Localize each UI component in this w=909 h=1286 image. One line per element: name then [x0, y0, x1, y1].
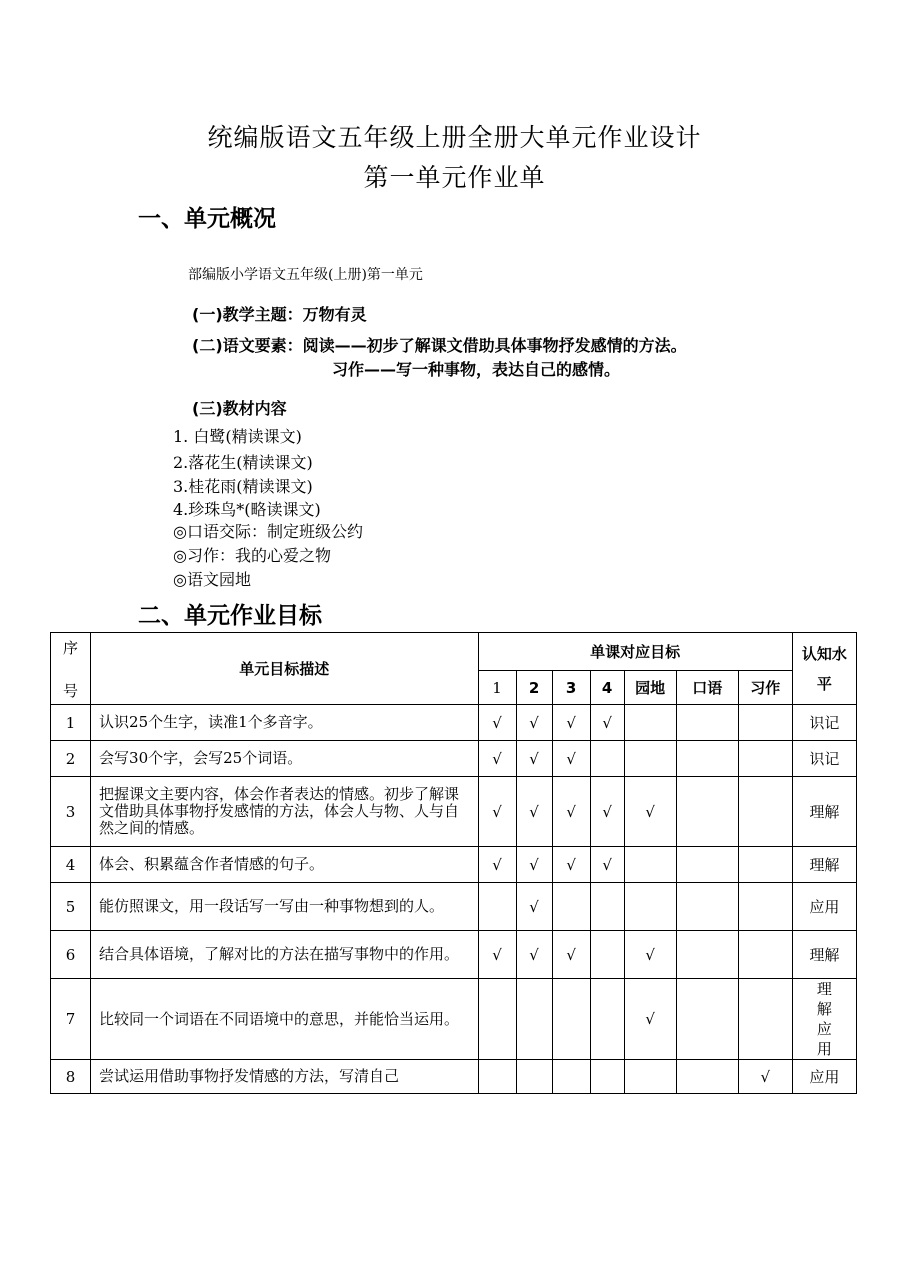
row-mark: √ [590, 847, 624, 883]
row-description: 尝试运用借助事物抒发情感的方法，写清自己 [91, 1060, 478, 1094]
row-mark [676, 777, 738, 847]
header-lesson-4: 4 [590, 671, 624, 705]
row-mark: √ [478, 777, 516, 847]
header-description: 单元目标描述 [91, 633, 478, 705]
row-seq: 8 [51, 1060, 91, 1094]
row-mark: √ [478, 931, 516, 979]
row-description: 结合具体语境，了解对比的方法在描写事物中的作用。 [91, 931, 478, 979]
row-mark [590, 741, 624, 777]
row-mark [738, 777, 792, 847]
row-mark: √ [516, 741, 552, 777]
header-seq-top: 序 [63, 638, 79, 657]
row-mark: √ [552, 777, 590, 847]
row-seq: 6 [51, 931, 91, 979]
row-mark [590, 931, 624, 979]
language-elements-writing: 习作——写一种事物，表达自己的感情。 [332, 360, 621, 379]
row-seq: 2 [51, 741, 91, 777]
table-row [51, 883, 857, 931]
row-description: 认识25个生字，读准1个多音字。 [91, 705, 478, 741]
unit-name: 部编版小学语文五年级(上册)第一单元 [188, 267, 423, 283]
row-mark [552, 1060, 590, 1094]
row-mark [590, 1060, 624, 1094]
row-mark [552, 883, 590, 931]
row-mark [590, 883, 624, 931]
row-mark: √ [738, 1060, 792, 1094]
row-mark [738, 741, 792, 777]
row-mark [516, 979, 552, 1060]
header-seq-bottom: 号 [63, 681, 79, 700]
row-mark [624, 883, 676, 931]
row-level: 识记 [792, 705, 856, 741]
table-row [51, 1060, 857, 1094]
row-mark [738, 847, 792, 883]
table-row [51, 777, 857, 847]
row-mark [676, 705, 738, 741]
row-seq: 3 [51, 777, 91, 847]
document-title: 统编版语文五年级上册全册大单元作业设计 [207, 123, 702, 152]
row-mark: √ [478, 705, 516, 741]
table-row [51, 979, 857, 1060]
goals-table [50, 632, 857, 1094]
table-row [51, 705, 857, 741]
header-seq [51, 633, 91, 705]
header-lesson-3: 3 [552, 671, 590, 705]
row-mark [624, 847, 676, 883]
row-mark [624, 705, 676, 741]
row-mark: √ [516, 777, 552, 847]
row-mark [552, 979, 590, 1060]
row-description: 把握课文主要内容，体会作者表达的情感。初步了解课文借助具体事物抒发感情的方法，体会人与物、人与自然之间的情感。 [91, 777, 478, 847]
row-seq: 5 [51, 883, 91, 931]
row-mark [676, 979, 738, 1060]
row-mark [676, 847, 738, 883]
table-row [51, 847, 857, 883]
content-item: 4.珍珠鸟*(略读课文) [173, 500, 321, 519]
header-oral: 口语 [676, 671, 738, 705]
row-level: 理解 [792, 847, 856, 883]
row-level: 应用 [792, 1060, 856, 1094]
section-heading-overview: 一、单元概况 [138, 206, 276, 232]
row-mark [478, 979, 516, 1060]
row-mark: √ [516, 931, 552, 979]
content-item: 2.落花生(精读课文) [173, 453, 313, 472]
row-mark [624, 741, 676, 777]
row-mark: √ [478, 741, 516, 777]
header-lesson-1: 1 [478, 671, 516, 705]
row-mark [676, 931, 738, 979]
row-mark: √ [552, 847, 590, 883]
table-row [51, 931, 857, 979]
row-mark: √ [552, 741, 590, 777]
content-item: ◎语文园地 [173, 570, 251, 589]
row-mark: √ [516, 883, 552, 931]
row-mark [738, 931, 792, 979]
header-cognitive-level: 认知水平 [792, 633, 856, 705]
row-mark: √ [590, 705, 624, 741]
row-seq: 7 [51, 979, 91, 1060]
row-mark: √ [516, 847, 552, 883]
row-level: 理解 [792, 777, 856, 847]
content-item: 1. 白鹭(精读课文) [173, 427, 302, 446]
content-item: 3.桂花雨(精读课文) [173, 477, 313, 496]
row-description: 会写30个字，会写25个词语。 [91, 741, 478, 777]
row-mark: √ [478, 847, 516, 883]
row-description: 体会、积累蕴含作者情感的句子。 [91, 847, 478, 883]
row-mark: √ [552, 705, 590, 741]
row-mark [738, 979, 792, 1060]
header-lesson-goals: 单课对应目标 [478, 633, 792, 671]
row-mark [624, 1060, 676, 1094]
row-mark [676, 883, 738, 931]
header-writing: 习作 [738, 671, 792, 705]
row-mark [738, 883, 792, 931]
row-mark [478, 1060, 516, 1094]
row-mark: √ [590, 777, 624, 847]
row-description: 比较同一个词语在不同语境中的意思，并能恰当运用。 [91, 979, 478, 1060]
row-level: 识记 [792, 741, 856, 777]
row-mark [676, 1060, 738, 1094]
row-mark: √ [624, 777, 676, 847]
row-mark [738, 705, 792, 741]
table-row [51, 741, 857, 777]
section-heading-goals: 二、单元作业目标 [138, 603, 322, 629]
row-mark: √ [624, 931, 676, 979]
row-mark [516, 1060, 552, 1094]
content-heading: (三)教材内容 [192, 399, 287, 418]
row-mark [478, 883, 516, 931]
content-item: ◎习作：我的心爱之物 [173, 546, 331, 565]
language-elements: (二)语文要素：阅读——初步了解课文借助具体事物抒发感情的方法。 [192, 336, 687, 355]
row-seq: 4 [51, 847, 91, 883]
row-mark [676, 741, 738, 777]
header-garden: 园地 [624, 671, 676, 705]
row-mark: √ [624, 979, 676, 1060]
row-description: 能仿照课文，用一段话写一写由一种事物想到的人。 [91, 883, 478, 931]
row-mark: √ [516, 705, 552, 741]
row-level: 理解 [792, 931, 856, 979]
teaching-theme: (一)教学主题：万物有灵 [192, 305, 367, 324]
content-item: ◎口语交际：制定班级公约 [173, 522, 363, 541]
document-subtitle: 第一单元作业单 [363, 163, 546, 192]
header-lesson-2: 2 [516, 671, 552, 705]
row-level: 理解应用 [792, 979, 856, 1060]
row-level: 应用 [792, 883, 856, 931]
row-mark [590, 979, 624, 1060]
row-seq: 1 [51, 705, 91, 741]
row-mark: √ [552, 931, 590, 979]
